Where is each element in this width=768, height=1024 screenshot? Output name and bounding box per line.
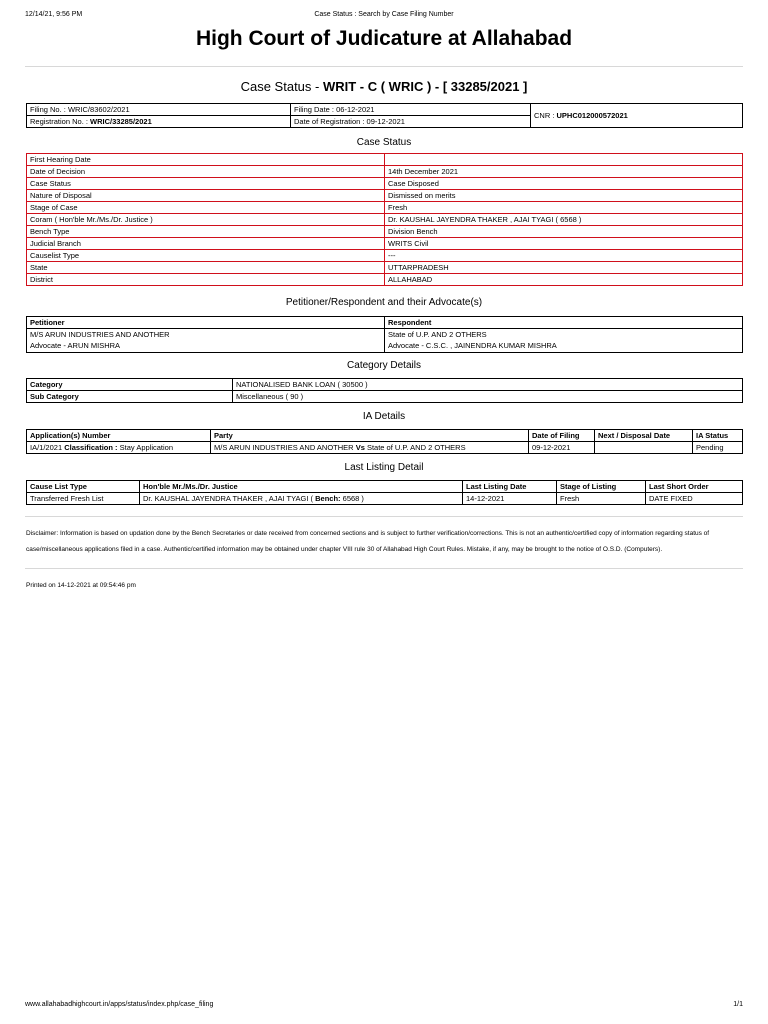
case-status-label: Coram ( Hon'ble Mr./Ms./Dr. Justice ) [27,214,385,226]
ia-date-of-filing: 09-12-2021 [529,442,595,454]
petitioner-name: M/S ARUN INDUSTRIES AND ANOTHER [30,330,170,339]
case-status-label: Bench Type [27,226,385,238]
sub-category-value: Miscellaneous ( 90 ) [233,391,743,403]
registration-date-cell: Date of Registration : 09-12-2021 [291,116,531,128]
print-page-title: Case Status : Search by Case Filing Number [314,11,454,18]
divider [25,568,743,569]
case-status-row [27,202,743,214]
ia-status: Pending [693,442,743,454]
case-status-value: Dismissed on merits [385,190,743,202]
divider [25,516,743,517]
listing-bench: 6568 [342,494,360,503]
case-status-value: UTTARPRADESH [385,262,743,274]
footer-url: www.allahabadhighcourt.in/apps/status/index.php/case_filing [25,1001,214,1008]
listing-stage: Fresh [557,493,646,505]
parties-heading: Petitioner/Respondent and their Advocate(s) [285,297,483,308]
ia-table [26,429,743,454]
registration-no: WRIC/33285/2021 [90,117,152,126]
filing-date-cell: Filing Date : 06-12-2021 [291,104,531,116]
case-status-label: District [27,274,385,286]
case-status-row [27,178,743,190]
listing-date: 14-12-2021 [463,493,557,505]
category-heading: Category Details [347,360,421,371]
case-status-row [27,238,743,250]
ia-heading: IA Details [362,411,406,422]
print-header [25,11,743,21]
case-status-row [27,214,743,226]
filing-no-cell: Filing No. : WRIC/83602/2021 [27,104,291,116]
case-status-label: First Hearing Date [27,154,385,166]
listing-justice-cell: Dr. KAUSHAL JAYENDRA THAKER , AJAI TYAGI ( Bench: 6568 ) [140,493,463,505]
cnr-number: UPHC012000572021 [556,111,628,120]
listing-header-date: Last Listing Date [463,481,557,493]
filing-no: WRIC/83602/2021 [67,105,130,114]
case-status-label: Nature of Disposal [27,190,385,202]
case-title [0,79,768,94]
listing-header-order: Last Short Order [646,481,743,493]
ia-number: IA/1/2021 [30,443,63,452]
case-status-table [26,153,743,286]
printed-on: Printed on 14-12-2021 at 09:54:46 pm [26,582,136,589]
case-status-value: Division Bench [385,226,743,238]
print-datetime: 12/14/21, 9:56 PM [25,11,83,18]
case-status-row [27,262,743,274]
case-status-value: 14th December 2021 [385,166,743,178]
filing-table [26,103,743,128]
ia-header-status: IA Status [693,430,743,442]
disclaimer: Disclaimer: Information is based on updation done by the Bench Secretaries or date received from concerned sections and is subject to further verification/corrections. This is not an authentic/certified copy of information regarding status of case/miscellaneous applications filed in a case. Authentic/certified information may be obtained under chapter VIII rule 30 of Allahabad High Court Rules. Mistake, if any, may be brought to the notice of O.S.D. (Computers). [26,530,710,553]
case-status-label: Case Status [27,178,385,190]
case-status-row [27,250,743,262]
category-value: NATIONALISED BANK LOAN ( 30500 ) [233,379,743,391]
ia-header-next-date: Next / Disposal Date [595,430,693,442]
print-footer [25,1001,743,1008]
registration-no-cell: Registration No. : WRIC/33285/2021 [27,116,291,128]
respondent-advocate: Advocate - C.S.C. , JAINENDRA KUMAR MISHRA [388,341,557,350]
case-status-value: Dr. KAUSHAL JAYENDRA THAKER , AJAI TYAGI ( 6568 ) [385,214,743,226]
case-number: WRIT - C ( WRIC ) - [ 33285/2021 ] [322,79,528,94]
case-status-row [27,190,743,202]
court-name: High Court of Judicature at Allahabad [195,27,573,50]
case-status-value: WRITS Civil [385,238,743,250]
listing-header-type: Cause List Type [27,481,140,493]
ia-party-cell: M/S ARUN INDUSTRIES AND ANOTHER Vs State of U.P. AND 2 OTHERS [211,442,529,454]
listing-type: Transferred Fresh List [27,493,140,505]
case-status-value: Case Disposed [385,178,743,190]
case-status-value: ALLAHABAD [385,274,743,286]
case-status-row [27,226,743,238]
divider [25,66,743,67]
petitioner-header: Petitioner [27,317,385,329]
listing-order: DATE FIXED [646,493,743,505]
sub-category-label: Sub Category [27,391,233,403]
ia-header-party: Party [211,430,529,442]
ia-header-date: Date of Filing [529,430,595,442]
registration-date: 09-12-2021 [366,117,405,126]
ia-number-cell: IA/1/2021 Classification : Stay Application [27,442,211,454]
listing-table [26,480,743,505]
case-status-value: --- [385,250,743,262]
ia-header-number: Application(s) Number [27,430,211,442]
filing-date: 06-12-2021 [336,105,375,114]
category-table [26,378,743,403]
case-status-label: Judicial Branch [27,238,385,250]
case-status-label: Causelist Type [27,250,385,262]
case-status-label: State [27,262,385,274]
footer-page: 1/1 [733,1001,743,1008]
respondent-header: Respondent [385,317,743,329]
cnr-cell: CNR : UPHC012000572021 [531,104,743,128]
petitioner-advocate: Advocate - ARUN MISHRA [30,341,121,350]
ia-next-date [595,442,693,454]
listing-heading: Last Listing Detail [344,462,424,473]
case-status-value [385,154,743,166]
case-status-label: Stage of Case [27,202,385,214]
case-status-value: Fresh [385,202,743,214]
case-status-row [27,274,743,286]
category-label: Category [27,379,233,391]
ia-classification: Stay Application [119,443,174,452]
parties-table [26,316,743,353]
listing-header-justice: Hon'ble Mr./Ms./Dr. Justice [140,481,463,493]
respondent-cell [385,329,743,353]
case-title-prefix: Case Status - [240,79,323,94]
case-status-row [27,154,743,166]
case-status-label: Date of Decision [27,166,385,178]
respondent-name: State of U.P. AND 2 OTHERS [388,330,487,339]
case-status-heading: Case Status [356,137,412,148]
case-status-row [27,166,743,178]
petitioner-cell [27,329,385,353]
listing-header-stage: Stage of Listing [557,481,646,493]
